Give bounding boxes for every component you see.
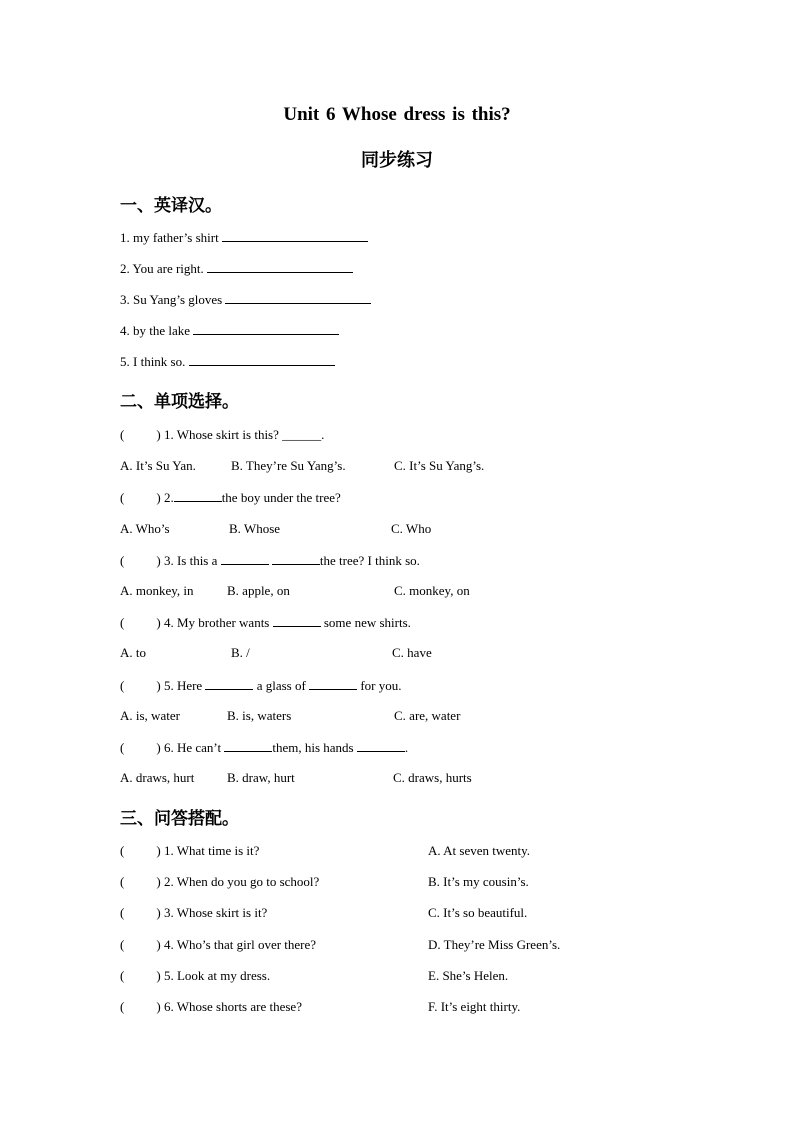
open-paren: (: [120, 427, 125, 442]
s2-q4-option-b: B. /: [231, 645, 250, 660]
s1-item-2-text: 2. You are right.: [120, 261, 204, 276]
close-paren: ): [156, 905, 161, 920]
s2-question-3: [120, 552, 420, 569]
answer-blank[interactable]: [189, 353, 335, 366]
close-paren: ): [156, 874, 161, 889]
page-title: Unit 6 Whose dress is this?: [283, 104, 511, 125]
answer-blank[interactable]: [174, 489, 222, 502]
close-paren: ): [156, 553, 161, 568]
answer-blank[interactable]: [207, 260, 353, 273]
s2-q1-option-c: C. It’s Su Yang’s.: [394, 458, 485, 473]
s3-question-6: [120, 999, 302, 1015]
s2-q3-text-after: the tree? I think so.: [319, 553, 420, 568]
s3-answer-a: A. At seven twenty.: [428, 843, 531, 858]
s2-q2-text-after: the boy under the tree?: [221, 490, 341, 505]
s2-q2-option-b: B. Whose: [229, 521, 281, 536]
s1-item-4-text: 4. by the lake: [120, 323, 191, 338]
s2-q6-option-c: C. draws, hurts: [393, 770, 472, 785]
close-paren: ): [156, 999, 161, 1014]
open-paren: (: [120, 678, 125, 693]
s2-question-1: [120, 427, 324, 443]
s2-q6-text-after: .: [404, 740, 409, 755]
s1-item-5-text: 5. I think so.: [120, 354, 186, 369]
answer-blank[interactable]: [357, 739, 405, 752]
s2-q5-text-middle: a glass of: [256, 678, 306, 693]
s3-q4-text: 4. Who’s that girl over there?: [163, 937, 317, 952]
s2-q1-option-a: A. It’s Su Yan.: [120, 458, 196, 473]
answer-blank[interactable]: [193, 322, 339, 335]
open-paren: (: [120, 874, 125, 889]
s2-question-4: [120, 614, 411, 631]
s2-q3-text-before: 3. Is this a: [163, 553, 218, 568]
s3-q1-text: 1. What time is it?: [163, 843, 260, 858]
s2-q5-option-c: C. are, water: [394, 708, 461, 723]
s2-question-6: [120, 739, 408, 756]
open-paren: (: [120, 490, 125, 505]
s2-question-2: [120, 489, 341, 506]
answer-blank[interactable]: [272, 552, 320, 565]
s2-q5-option-a: A. is, water: [120, 708, 180, 723]
answer-blank[interactable]: [309, 677, 357, 690]
section-3-heading: 三、问答搭配。: [120, 809, 239, 829]
answer-blank[interactable]: [225, 291, 371, 304]
answer-blank[interactable]: [222, 229, 368, 242]
open-paren: (: [120, 999, 125, 1014]
close-paren: ): [156, 678, 161, 693]
s1-item-2: [120, 260, 353, 277]
s1-item-3-text: 3. Su Yang’s gloves: [120, 292, 223, 307]
s2-q6-option-b: B. draw, hurt: [227, 770, 295, 785]
s2-question-5: [120, 677, 401, 694]
s3-question-3: [120, 905, 267, 921]
s3-answer-b: B. It’s my cousin’s.: [428, 874, 529, 889]
s3-question-5: [120, 968, 270, 984]
open-paren: (: [120, 553, 125, 568]
s3-answer-c: C. It’s so beautiful.: [428, 905, 528, 920]
s1-item-5: [120, 353, 335, 370]
close-paren: ): [156, 615, 161, 630]
open-paren: (: [120, 740, 125, 755]
answer-blank[interactable]: [273, 614, 321, 627]
s2-q2-option-c: C. Who: [391, 521, 432, 536]
s3-q2-text: 2. When do you go to school?: [163, 874, 320, 889]
s1-item-1: [120, 229, 368, 246]
s2-q3-option-b: B. apple, on: [227, 583, 290, 598]
s3-question-2: [120, 874, 319, 890]
close-paren: ): [156, 427, 161, 442]
s3-question-4: [120, 937, 316, 953]
s2-q4-text-after: some new shirts.: [323, 615, 411, 630]
close-paren: ): [156, 843, 161, 858]
s2-q4-option-c: C. have: [392, 645, 432, 660]
s2-q3-option-c: C. monkey, on: [394, 583, 470, 598]
s2-q5-text-before: 5. Here: [163, 678, 203, 693]
s2-q1-text: 1. Whose skirt is this? ______.: [163, 427, 325, 442]
answer-blank[interactable]: [221, 552, 269, 565]
open-paren: (: [120, 615, 125, 630]
s3-q3-text: 3. Whose skirt is it?: [163, 905, 268, 920]
s2-q4-option-a: A. to: [120, 645, 146, 660]
section-2-heading: 二、单项选择。: [120, 392, 239, 412]
s1-item-4: [120, 322, 339, 339]
close-paren: ): [156, 937, 161, 952]
open-paren: (: [120, 843, 125, 858]
answer-blank[interactable]: [224, 739, 272, 752]
s2-q5-option-b: B. is, waters: [227, 708, 292, 723]
s2-q2-option-a: A. Who’s: [120, 521, 170, 536]
s3-answer-d: D. They’re Miss Green’s.: [428, 937, 561, 952]
page-subtitle: 同步练习: [361, 150, 433, 171]
s2-q2-text-before: 2.: [163, 490, 174, 505]
s3-q5-text: 5. Look at my dress.: [163, 968, 271, 983]
close-paren: ): [156, 490, 161, 505]
s3-answer-e: E. She’s Helen.: [428, 968, 509, 983]
s1-item-1-text: 1. my father’s shirt: [120, 230, 219, 245]
s3-answer-f: F. It’s eight thirty.: [428, 999, 521, 1014]
s2-q6-option-a: A. draws, hurt: [120, 770, 195, 785]
close-paren: ): [156, 740, 161, 755]
open-paren: (: [120, 937, 125, 952]
open-paren: (: [120, 905, 125, 920]
open-paren: (: [120, 968, 125, 983]
close-paren: ): [156, 968, 161, 983]
s2-q6-text-middle: them, his hands: [272, 740, 354, 755]
s1-item-3: [120, 291, 371, 308]
s2-q5-text-after: for you.: [360, 678, 402, 693]
s2-q1-option-b: B. They’re Su Yang’s.: [231, 458, 346, 473]
s2-q4-text-before: 4. My brother wants: [163, 615, 270, 630]
s3-q6-text: 6. Whose shorts are these?: [163, 999, 302, 1014]
s2-q3-option-a: A. monkey, in: [120, 583, 194, 598]
answer-blank[interactable]: [205, 677, 253, 690]
s2-q6-text-before: 6. He can’t: [163, 740, 222, 755]
s3-question-1: [120, 843, 259, 859]
section-1-heading: 一、英译汉。: [120, 196, 222, 216]
